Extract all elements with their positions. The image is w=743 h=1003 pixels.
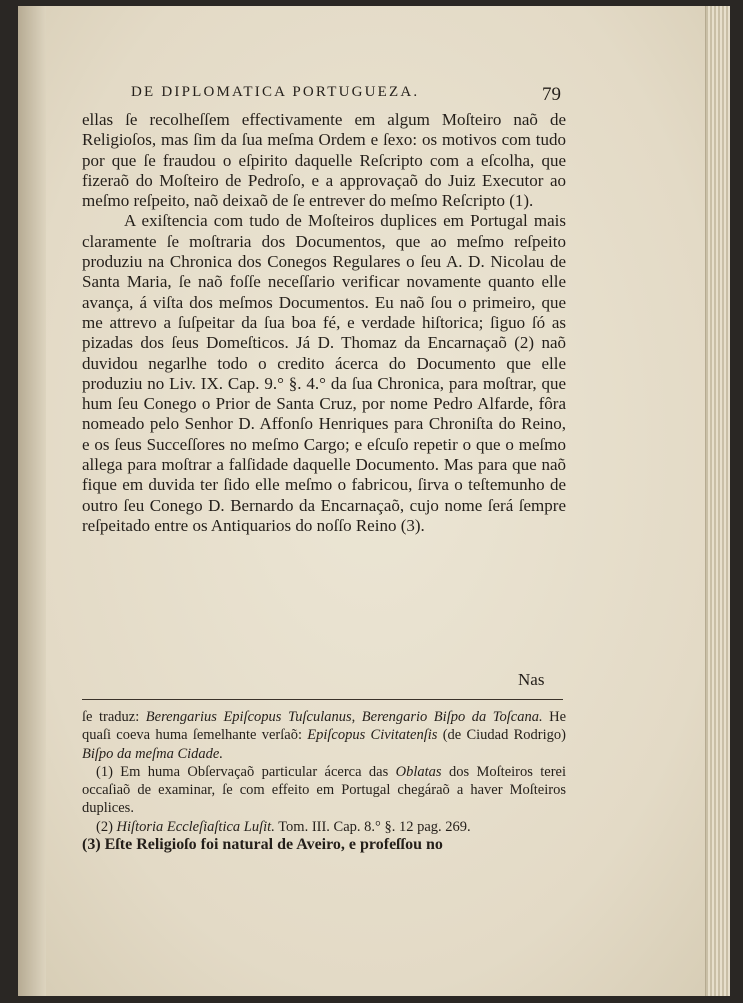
- footnote-text: (2): [96, 818, 113, 835]
- catchword: Nas: [518, 670, 545, 689]
- footnote-italic: Berengarius Epiſcopus Tuſculanus: [145, 709, 352, 725]
- running-header: [131, 84, 561, 106]
- footnote-text: (1) Em huma Obſervaçaõ particular ácerca das: [96, 763, 389, 780]
- footnote-italic: Biſpo da meſma Cidade.: [82, 745, 223, 762]
- footnote-text: He quaſi coeva huma ſemelhante verſaõ:: [82, 709, 567, 744]
- footnote-3: (3) Eſte Religioſo foi natural de Aveiro, e profeſſou no: [82, 836, 443, 854]
- footnote-text: dos Moſteiros terei occaſiaõ de examinar, ſe com effeito em Portugal chegáraõ a haver Moſteiros duplices.: [82, 763, 567, 817]
- footnote-2: [82, 818, 566, 836]
- footnote-continuation: [82, 708, 566, 763]
- footnote-text: (de Ciudad Rodrigo): [442, 727, 566, 744]
- footnote-text: ,: [351, 709, 356, 725]
- footnote-text: Tom. III. Cap. 8.° §. 12 pag. 269.: [278, 818, 471, 835]
- footnote-italic: Hiſtoria Eccleſiaſtica Luſit.: [116, 818, 275, 835]
- page-number: 79: [542, 84, 561, 105]
- footnotes: [82, 708, 566, 854]
- footnote-italic: Berengario Biſpo da Toſcana.: [361, 709, 543, 725]
- book-gutter: [18, 6, 46, 996]
- book-page: [18, 6, 730, 996]
- paragraph-1: ellas ſe recolheſſem effectivamente em algum Moſteiro naõ de Religioſos, mas ſim da ſua meſma Ordem e ſexo: os motivos com tudo por que ſe fraudou o eſpirito daquelle Reſcripto com a eſcolha, que fizeraõ do Moſteiro de Pedroſo, e a approvaçaõ do Juiz Executor ao meſmo reſpeito, naõ deixaõ de ſe entrever do meſmo Reſcripto (1).: [82, 110, 566, 211]
- footnote-italic: Epiſcopus Civitatenſis: [307, 727, 438, 744]
- footnote-1: [82, 763, 566, 818]
- footnote-rule: [82, 699, 563, 700]
- footnote-text: ſe traduz:: [82, 709, 140, 725]
- main-text: [82, 110, 566, 536]
- running-title: DE DIPLOMATICA PORTUGUEZA.: [131, 84, 420, 100]
- footnote-italic: Oblatas: [395, 763, 442, 780]
- page-fore-edge: [705, 6, 730, 996]
- paragraph-2: A exiſtencia com tudo de Moſteiros duplices em Portugal mais claramente ſe moſtraria dos Documentos, que ao meſmo reſpeito produziu na Chronica dos Conegos Regulares o ſeu A. D. Nicolau de Santa Maria, ſe naõ foſſe neceſſario verificar novamente quanto elle avança, á viſta dos meſmos Documentos. Eu naõ ſou o primeiro, que me attrevo a ſuſpeitar da ſua boa fé, e verdade hiſtorica; ſiguo ſó as pizadas dos ſeus Domeſticos. Já D. Thomaz da Encarnaçaõ (2) naõ duvidou negarlhe todo o credito ácerca do Documento que elle produziu no Liv. IX. Cap. 9.° §. 4.° da ſua Chronica, para moſtrar, que hum ſeu Conego o Prior de Santa Cruz, por nome Pedro Alfarde, fôra nomeado pelo Senhor D. Affonſo Henriques para Chroniſta do Reino, e os ſeus Succeſſores no meſmo Cargo; e eſcuſo repetir o que o meſmo allega para moſtrar a falſidade daquelle Documento. Mas para que naõ fique em duvida ter ſido elle meſmo o fabricou, ſirva o teſtemunho de outro ſeu Conego D. Bernardo da Encarnaçaõ, cujo nome ſerá ſempre reſpeitado entre os Antiquarios do noſſo Reino (3).: [82, 211, 566, 535]
